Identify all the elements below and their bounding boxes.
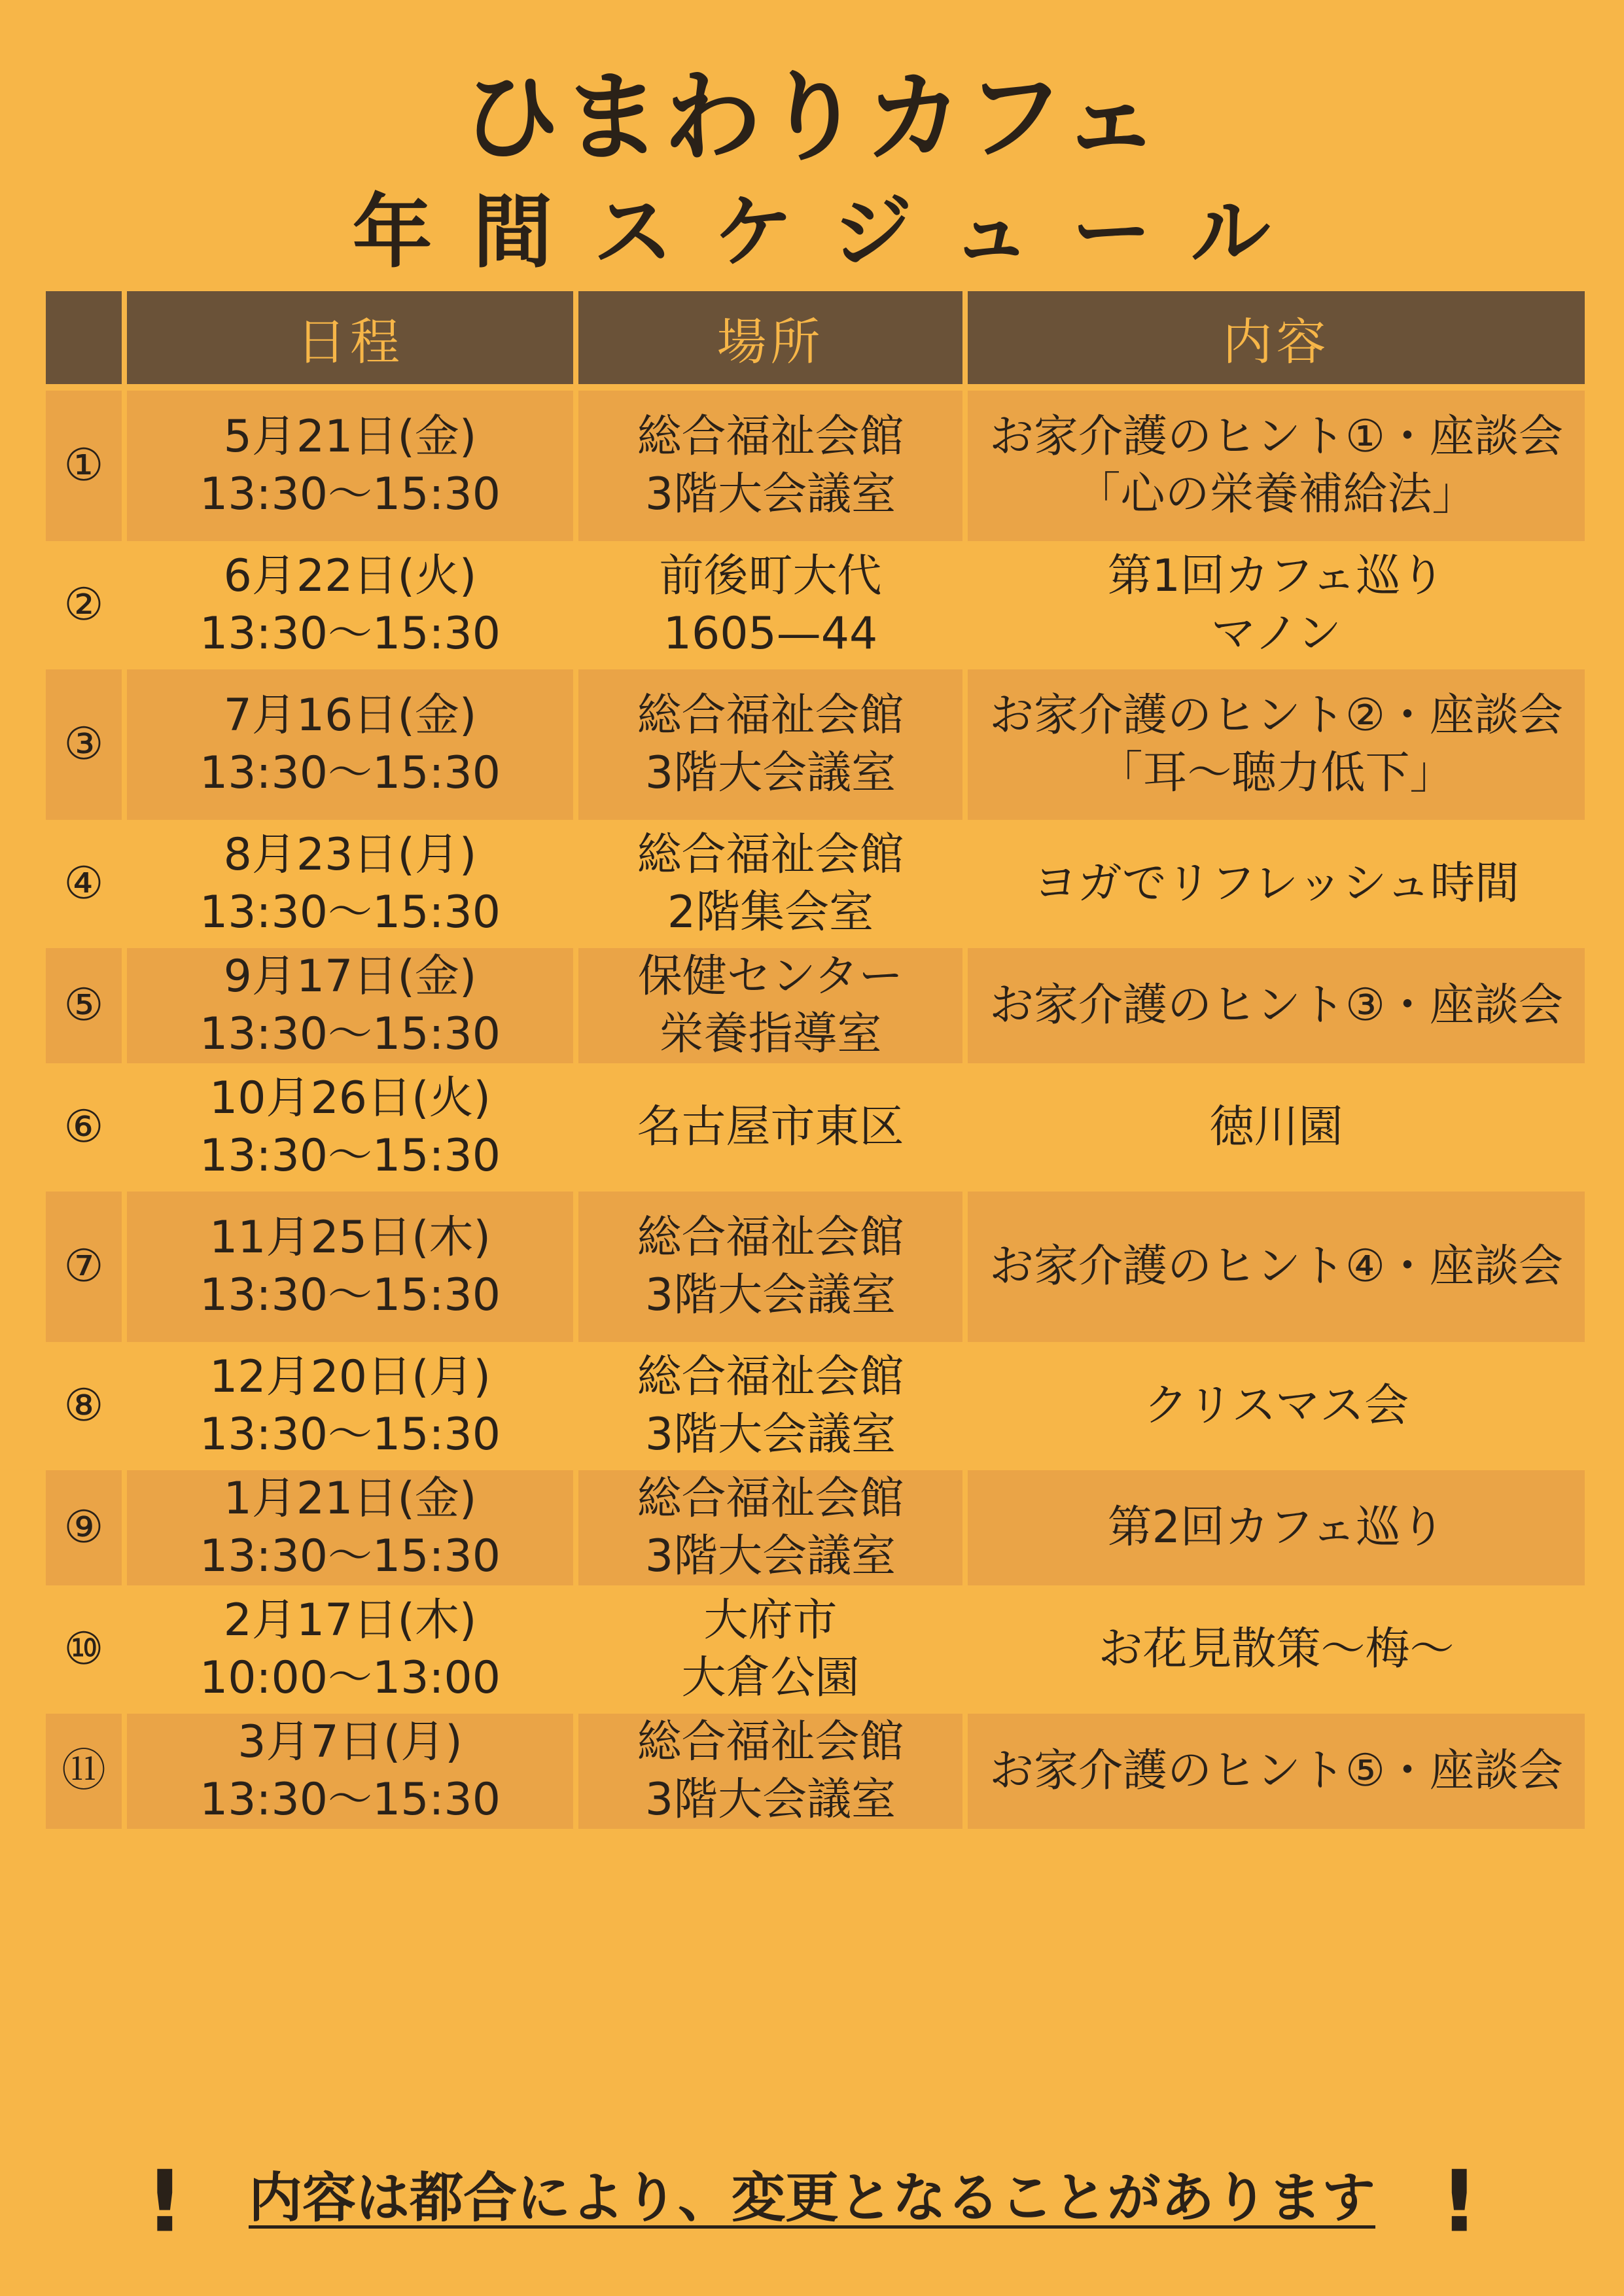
row-date-date: 3月7日(月)	[238, 1716, 463, 1768]
table-row	[46, 1589, 1585, 1710]
row-date-time: 10:00〜13:00	[200, 1652, 501, 1704]
change-notice	[0, 2149, 1624, 2251]
row-number-no: ⑪	[61, 1745, 106, 1797]
row-content-content2: マノン	[1210, 608, 1342, 660]
row-date	[124, 1067, 576, 1188]
header-number-cell	[46, 291, 124, 387]
exclamation-icon: !	[145, 2151, 185, 2252]
row-date-date: 2月17日(木)	[223, 1595, 477, 1646]
row-number-no: ⑩	[63, 1623, 104, 1675]
row-content	[965, 387, 1585, 544]
row-number-no: ③	[63, 718, 104, 770]
row-place	[576, 1067, 965, 1188]
row-place-place1: 総合福祉会館	[637, 1716, 904, 1768]
row-number-no: ①	[63, 440, 104, 491]
row-place-place2: 3階大会議室	[644, 747, 896, 799]
row-place-place2: 1605—44	[663, 608, 878, 660]
row-number	[46, 1710, 124, 1829]
row-date	[124, 666, 576, 823]
row-place-place2: 2階集会室	[667, 887, 874, 938]
table-row	[46, 823, 1585, 945]
row-date-time: 13:30〜15:30	[200, 1774, 501, 1826]
notice-text: 内容は都合により、変更となることがあります	[248, 2167, 1375, 2229]
row-content	[965, 945, 1585, 1067]
row-content-content2: 「耳〜聴力低下」	[1098, 747, 1455, 799]
row-date-date: 5月21日(金)	[223, 411, 477, 463]
row-number-no: ⑤	[63, 980, 104, 1031]
row-content-content1: 第2回カフェ巡り	[1107, 1502, 1445, 1553]
exclamation-icon: !	[1439, 2151, 1479, 2252]
row-place	[576, 1188, 965, 1345]
row-date-time: 13:30〜15:30	[200, 1409, 501, 1460]
row-date	[124, 1710, 576, 1829]
row-place	[576, 387, 965, 544]
row-place-place1: 保健センター	[637, 951, 904, 1002]
row-content-content1: お家介護のヒント①・座談会	[989, 411, 1563, 463]
row-date-date: 9月17日(金)	[223, 951, 477, 1002]
row-number-no: ⑨	[63, 1502, 104, 1553]
row-place	[576, 945, 965, 1067]
row-place	[576, 544, 965, 666]
row-place-place2: 3階大会議室	[644, 1409, 896, 1460]
row-place	[576, 666, 965, 823]
row-content	[965, 544, 1585, 666]
row-date	[124, 1589, 576, 1710]
row-date-date: 12月20日(月)	[209, 1351, 491, 1403]
row-content-content1: 徳川園	[1209, 1101, 1343, 1153]
schedule-table	[46, 291, 1585, 1829]
row-number-no: ⑧	[63, 1380, 104, 1432]
row-number-no: ⑦	[63, 1241, 104, 1292]
row-place-place2: 栄養指導室	[659, 1008, 882, 1060]
row-content	[965, 666, 1585, 823]
row-place-place2: 3階大会議室	[644, 468, 896, 520]
row-date-date: 8月23日(月)	[223, 829, 477, 881]
row-number-no: ②	[63, 579, 104, 631]
table-row	[46, 1710, 1585, 1829]
header-place: 場所	[576, 291, 965, 387]
row-number-no: ⑥	[63, 1101, 104, 1153]
row-place	[576, 1589, 965, 1710]
row-content	[965, 823, 1585, 945]
row-place-place1: 大府市	[703, 1595, 838, 1646]
row-date-date: 11月25日(木)	[209, 1212, 491, 1263]
row-place	[576, 1345, 965, 1467]
row-date-time: 13:30〜15:30	[200, 1008, 501, 1060]
row-date-time: 13:30〜15:30	[200, 1269, 501, 1321]
table-row	[46, 666, 1585, 823]
row-place	[576, 1467, 965, 1589]
row-content-content1: ヨガでリフレッシュ時間	[1033, 858, 1520, 910]
row-content-content1: クリスマス会	[1143, 1380, 1409, 1432]
row-date-time: 13:30〜15:30	[200, 468, 501, 520]
row-date-time: 13:30〜15:30	[200, 608, 501, 660]
table-row	[46, 544, 1585, 666]
row-place-place1: 総合福祉会館	[637, 411, 904, 463]
row-date	[124, 945, 576, 1067]
row-content-content2: 「心の栄養補給法」	[1076, 468, 1477, 520]
row-number	[46, 945, 124, 1067]
row-place-place1: 総合福祉会館	[637, 1212, 904, 1263]
row-number	[46, 387, 124, 544]
row-place-place1: 総合福祉会館	[637, 1473, 904, 1525]
row-date-time: 13:30〜15:30	[200, 887, 501, 938]
row-number	[46, 823, 124, 945]
table-row	[46, 1067, 1585, 1188]
row-content	[965, 1345, 1585, 1467]
table-row	[46, 1467, 1585, 1589]
row-date	[124, 1345, 576, 1467]
row-place-place2: 3階大会議室	[644, 1530, 896, 1582]
page-title: ひまわりカフェ	[461, 61, 1163, 175]
row-place-place1: 総合福祉会館	[637, 690, 904, 741]
row-place-place1: 総合福祉会館	[637, 1351, 904, 1403]
table-row	[46, 945, 1585, 1067]
row-place	[576, 823, 965, 945]
row-content	[965, 1710, 1585, 1829]
row-place-place2: 大倉公園	[681, 1652, 860, 1704]
row-number	[46, 1067, 124, 1188]
row-date-time: 13:30〜15:30	[200, 1130, 501, 1182]
row-content-content1: 第1回カフェ巡り	[1107, 550, 1445, 602]
row-number	[46, 666, 124, 823]
row-date	[124, 544, 576, 666]
row-content	[965, 1067, 1585, 1188]
row-number-no: ④	[63, 858, 104, 910]
row-date	[124, 1467, 576, 1589]
row-date	[124, 823, 576, 945]
table-row	[46, 387, 1585, 544]
row-content-content1: お家介護のヒント④・座談会	[989, 1241, 1563, 1292]
row-number	[46, 1589, 124, 1710]
row-content	[965, 1188, 1585, 1345]
row-place-place1: 前後町大代	[659, 550, 882, 602]
row-date	[124, 1188, 576, 1345]
row-content	[965, 1589, 1585, 1710]
row-number	[46, 1345, 124, 1467]
row-place-place1: 総合福祉会館	[637, 829, 904, 881]
row-content-content1: お家介護のヒント②・座談会	[989, 690, 1563, 741]
page-subtitle: 年間スケジュール	[352, 186, 1311, 279]
table-row	[46, 1345, 1585, 1467]
row-place-place2: 3階大会議室	[644, 1269, 896, 1321]
header-date: 日程	[124, 291, 576, 387]
row-place	[576, 1710, 965, 1829]
row-number	[46, 1188, 124, 1345]
row-date-date: 1月21日(金)	[223, 1473, 477, 1525]
row-place-place2: 3階大会議室	[644, 1774, 896, 1826]
row-date-time: 13:30〜15:30	[200, 1530, 501, 1582]
row-date-date: 7月16日(金)	[223, 690, 477, 741]
table-header-row	[46, 291, 1585, 387]
row-number	[46, 544, 124, 666]
row-content-content1: お家介護のヒント⑤・座談会	[989, 1745, 1563, 1797]
row-date-date: 6月22日(火)	[223, 550, 477, 602]
row-content-content1: お花見散策〜梅〜	[1098, 1623, 1455, 1675]
row-place-place1: 名古屋市東区	[637, 1101, 904, 1153]
row-number	[46, 1467, 124, 1589]
table-row	[46, 1188, 1585, 1345]
row-date-date: 10月26日(火)	[209, 1072, 491, 1124]
row-date	[124, 387, 576, 544]
row-date-time: 13:30〜15:30	[200, 747, 501, 799]
row-content-content1: お家介護のヒント③・座談会	[989, 980, 1563, 1031]
header-content: 内容	[965, 291, 1585, 387]
row-content	[965, 1467, 1585, 1589]
